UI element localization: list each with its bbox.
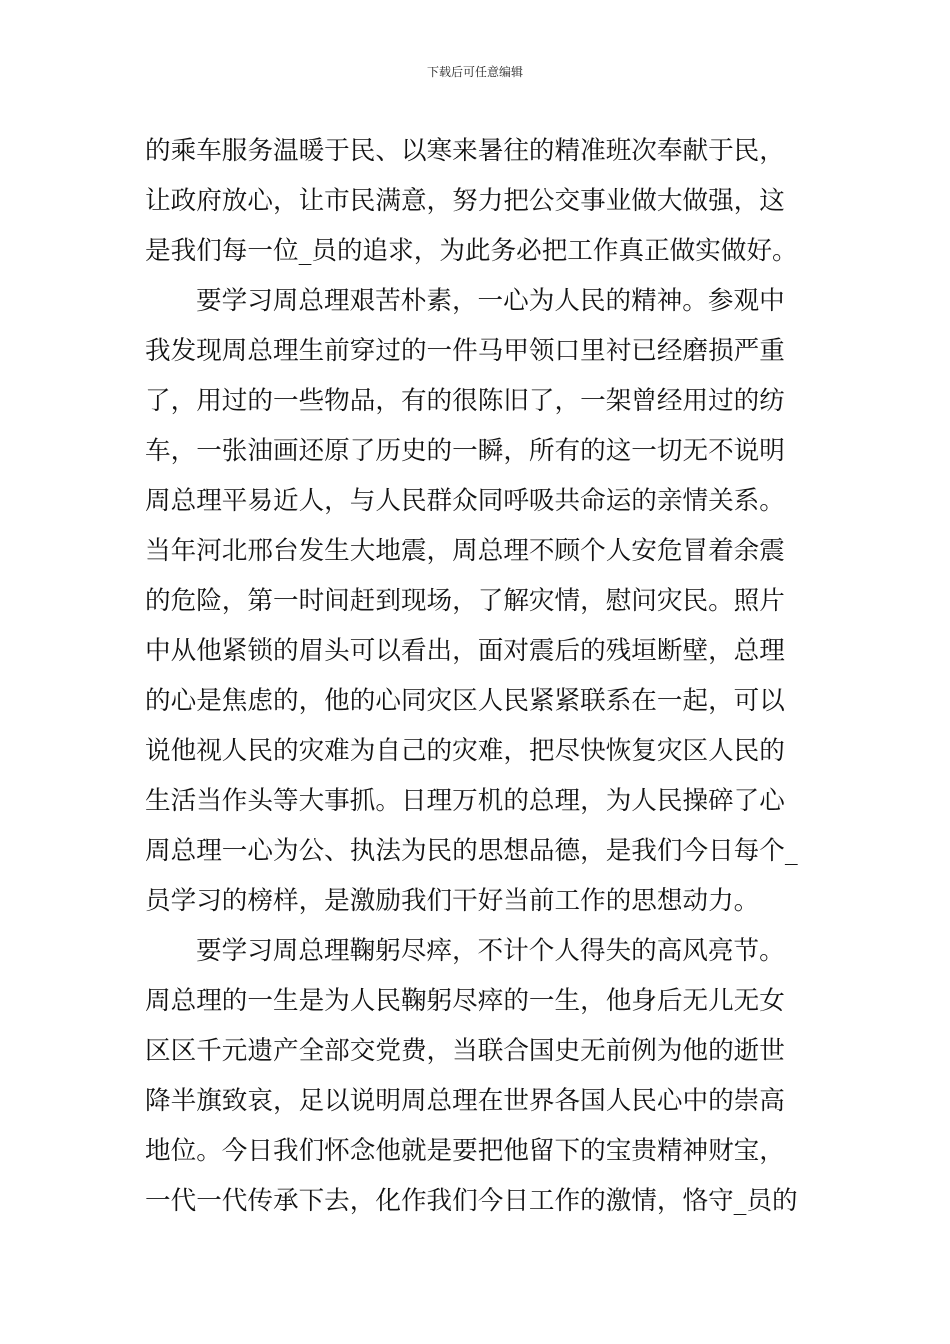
document-body: [145, 126, 810, 1226]
text-line: 中从他紧锁的眉头可以看出，面对震后的残垣断壁，总理: [145, 636, 785, 666]
text-line: 的危险，第一时间赶到现场，了解灾情，慰问灾民。照片: [145, 586, 785, 616]
text-line: 周总理平易近人，与人民群众同呼吸共命运的亲情关系。: [145, 486, 785, 516]
text-line: 的心是焦虑的，他的心同灾区人民紧紧联系在一起，可以: [145, 686, 785, 716]
text-line: 了，用过的一些物品，有的很陈旧了，一架曾经用过的纺: [145, 386, 785, 416]
text-line: 地位。今日我们怀念他就是要把他留下的宝贵精神财宝，: [145, 1136, 785, 1166]
text-line: 周总理一心为公、执法为民的思想品德，是我们今日每个_: [145, 836, 798, 866]
text-line: 让政府放心，让市民满意，努力把公交事业做大做强，这: [145, 186, 785, 216]
text-line: 车，一张油画还原了历史的一瞬，所有的这一切无不说明: [145, 436, 785, 466]
paragraph-start-line: 要学习周总理鞠躬尽瘁，不计个人得失的高风亮节。: [196, 936, 785, 966]
text-line: 周总理的一生是为人民鞠躬尽瘁的一生，他身后无儿无女: [145, 986, 785, 1016]
page-header: 下载后可任意编辑: [426, 65, 523, 79]
paragraph-start-line: 要学习周总理艰苦朴素，一心为人民的精神。参观中: [196, 286, 785, 316]
text-line: 区区千元遗产全部交党费，当联合国史无前例为他的逝世: [145, 1036, 785, 1066]
text-line: 一代一代传承下去，化作我们今日工作的激情，恪守_员的: [145, 1186, 798, 1216]
text-line: 是我们每一位_员的追求，为此务必把工作真正做实做好。: [145, 236, 798, 266]
text-line: 员学习的榜样，是激励我们干好当前工作的思想动力。: [145, 886, 760, 916]
text-line: 当年河北邢台发生大地震，周总理不顾个人安危冒着余震: [145, 536, 785, 566]
text-line: 我发现周总理生前穿过的一件马甲领口里衬已经磨损严重: [145, 336, 785, 366]
text-line: 生活当作头等大事抓。日理万机的总理，为人民操碎了心: [145, 786, 785, 816]
text-line: 说他视人民的灾难为自己的灾难，把尽快恢复灾区人民的: [145, 736, 785, 766]
text-line: 的乘车服务温暖于民、以寒来暑往的精准班次奉献于民，: [145, 136, 785, 166]
text-line: 降半旗致哀，足以说明周总理在世界各国人民心中的崇高: [145, 1086, 785, 1116]
